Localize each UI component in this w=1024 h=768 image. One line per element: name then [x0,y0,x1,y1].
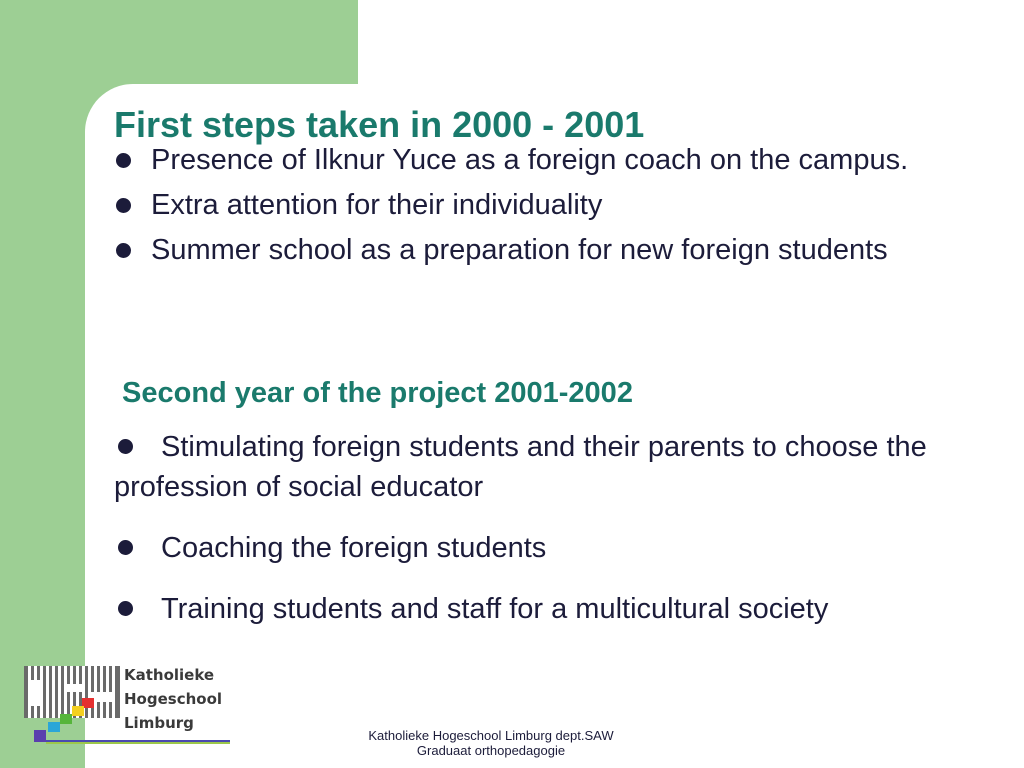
footer-line1: Katholieke Hogeschool Limburg dept.SAW [368,728,614,743]
slide-footer [330,728,652,758]
bullet-item [114,187,914,223]
bullet-dot-icon [116,198,131,213]
bullet-item [114,232,914,268]
paragraph-text: Training students and staff for a multicultural society [161,593,829,625]
section-subheading: Second year of the project 2001-2002 [122,377,633,409]
logo-text-line3: Limburg [124,714,194,732]
paragraph-text: Coaching the foreign students [161,532,547,564]
khlim-logo-icon [24,662,234,748]
paragraph-text: Stimulating foreign students and their parents to choose the profession of social educator [114,431,927,503]
paragraph-item [114,589,974,629]
slide-title: First steps taken in 2000 - 2001 [114,104,645,145]
logo-underlines [46,740,230,744]
bullet-dot-icon [116,243,131,258]
bullet-dot-icon [116,153,131,168]
paragraph-item [114,427,974,507]
bullet-text: Summer school as a preparation for new foreign students [151,234,888,266]
bullet-item [114,142,914,178]
footer-line2: Graduaat orthopedagogie [416,743,566,758]
bullet-dot-icon [118,601,133,616]
paragraph-item [114,528,974,568]
bullet-dot-icon [118,439,133,454]
bullet-list [114,142,914,277]
logo-text-line1: Katholieke [124,666,215,684]
logo-text-line2: Hogeschool [124,690,223,708]
bullet-dot-icon [118,540,133,555]
bullet-text: Extra attention for their individuality [151,189,603,221]
bullet-text: Presence of Ilknur Yuce as a foreign coach on the campus. [151,144,909,176]
